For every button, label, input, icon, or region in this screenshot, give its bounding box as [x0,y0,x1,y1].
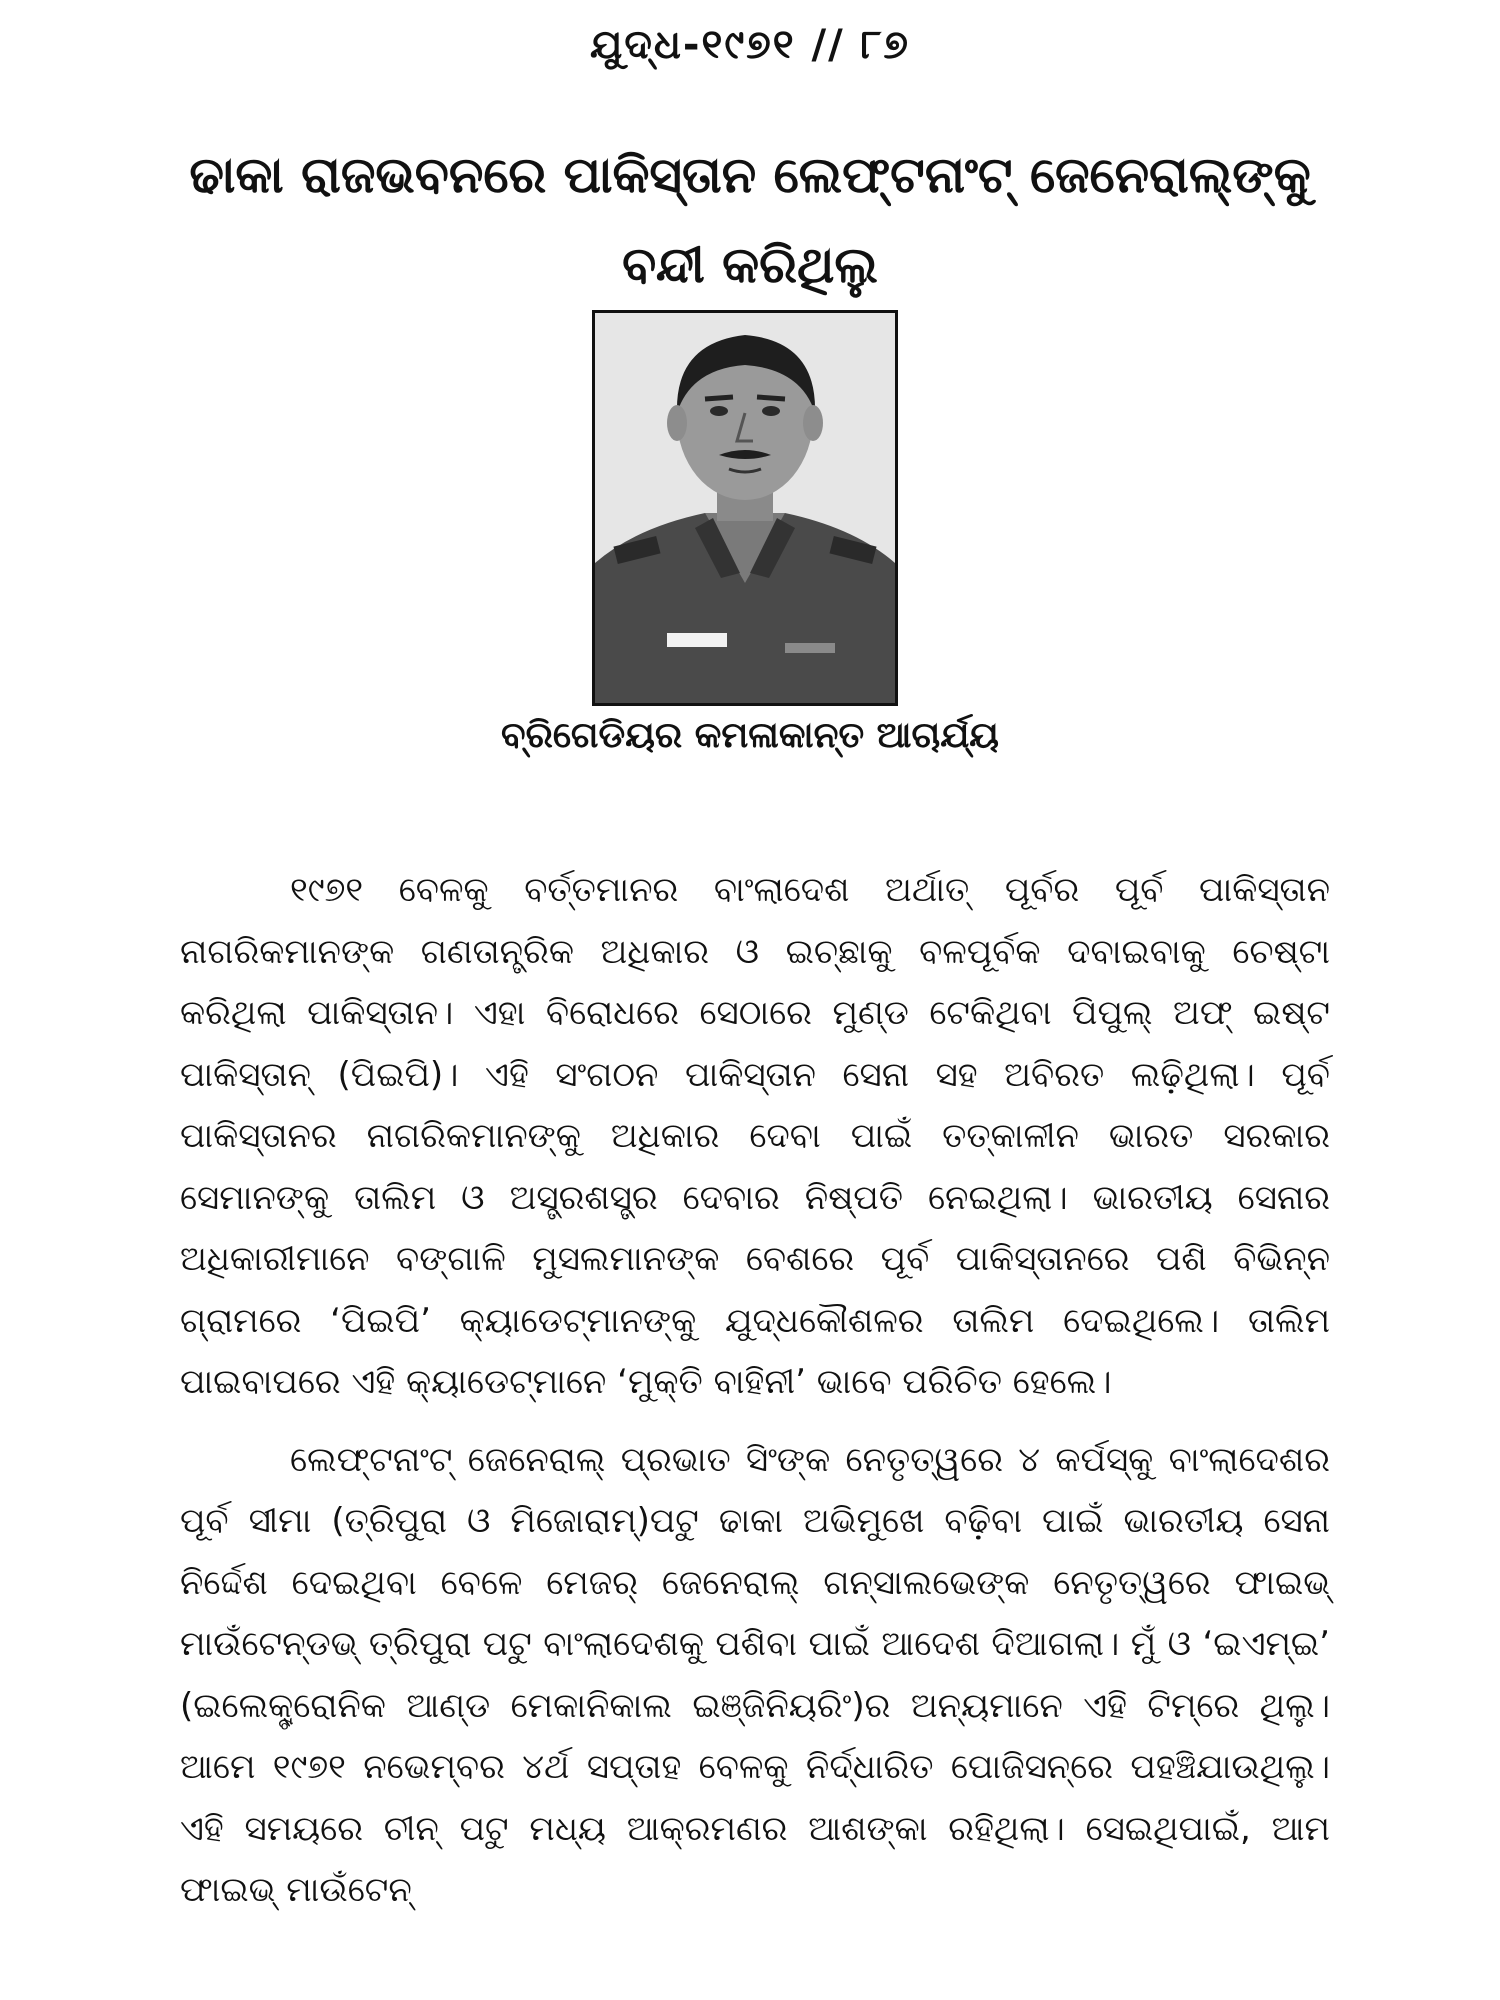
title-line-1: ଢାକା ରାଜଭବନରେ ପାକିସ୍ତାନ ଲେଫ୍ଟନାଂଟ୍ ଜେନେରାଲ୍‌ଙ୍କୁ [189,146,1311,204]
paragraph: ୧୯୭୧ ବେଳକୁ ବର୍ତ୍ତମାନର ବାଂଲାଦେଶ ଅର୍ଥାତ୍ ପୂର୍ବର ପୂର୍ବ ପାକିସ୍ତାନ ନାଗରିକମାନଙ୍କ ଗଣତାନ୍ତ୍ରିକ ଅଧିକାର ଓ ଇଚ୍ଛାକୁ ବଳପୂର୍ବକ ଦବାଇବାକୁ ଚେଷ୍ଟା କରିଥିଲା ପାକିସ୍ତାନ। ଏହା ବିରୋଧରେ ସେଠାରେ ମୁଣ୍ଡ ଟେକିଥିବା ପିପୁଲ୍ ଅଫ୍ ଇଷ୍ଟ ପାକିସ୍ତାନ୍ (ପିଇପି)। ଏହି ସଂଗଠନ ପାକିସ୍ତାନ ସେନା ସହ ଅବିରତ ଲଢ଼ିଥିଲା। ପୂର୍ବ ପାକିସ୍ତାନର ନାଗରିକମାନଙ୍କୁ ଅଧିକାର ଦେବା ପାଇଁ ତତ୍କାଳୀନ ଭାରତ ସରକାର ସେମାନଙ୍କୁ ତାଲିମ ଓ ଅସ୍ତ୍ରଶସ୍ତ୍ର ଦେବାର ନିଷ୍ପତି ନେଇଥିଲା। ଭାରତୀୟ ସେନାର ଅଧିକାରୀମାନେ ବଙ୍ଗାଳି ମୁସଲମାନଙ୍କ ବେଶରେ ପୂର୍ବ ପାକିସ୍ତାନରେ ପଶି ବିଭିନ୍ନ ଗ୍ରାମରେ ‘ପିଇପି’ କ୍ୟାଡେଟ୍‌ମାନଙ୍କୁ ଯୁଦ୍ଧକୌଶଳର ତାଲିମ ଦେଇଥିଲେ। ତାଲିମ ପାଇବାପରେ ଏହି କ୍ୟାଡେଟ୍‌ମାନେ ‘ମୁକ୍ତି ବାହିନୀ’ ଭାବେ ପରିଚିତ ହେଲେ। [180,870,1330,1402]
photo-caption: ବ୍ରିଗେଡିୟର କମଳାକାନ୍ତ ଆଚାର୍ଯ୍ୟ [501,715,999,756]
portrait-photo [592,310,898,706]
paragraph: ଲେଫ୍ଟନାଂଟ୍ ଜେନେରାଲ୍ ପ୍ରଭାତ ସିଂଙ୍କ ନେତୃତ୍ୱରେ ୪ କର୍ପସ୍‌କୁ ବାଂଲାଦେଶର ପୂର୍ବ ସୀମା (ତ୍ରିପୁରା ଓ ମିଜୋରାମ୍)ପଟୁ ଢାକା ଅଭିମୁଖେ ବଢ଼ିବା ପାଇଁ ଭାରତୀୟ ସେନା ନିର୍ଦ୍ଦେଶ ଦେଇଥିବା ବେଳେ ମେଜର୍ ଜେନେରାଲ୍ ଗନ୍‌ସାଲଭେଙ୍କ ନେତୃତ୍ୱରେ ଫାଇଭ୍ ମାଉଁଟେନ୍‌ଡଭ୍ ତ୍ରିପୁରା ପଟୁ ବାଂଲାଦେଶକୁ ପଶିବା ପାଇଁ ଆଦେଶ ଦିଆଗଲା। ମୁଁ ଓ ‘ଇଏମ୍‌ଇ’ (ଇଲେକ୍ଟ୍ରୋନିକ ଆଣ୍ଡ ମେକାନିକାଲ ଇଞ୍ଜିନିୟରିଂ)ର ଅନ୍ୟମାନେ ଏହି ଟିମ୍‌ରେ ଥିଲୁ। ଆମେ ୧୯୭୧ ନଭେମ୍ବର ୪ର୍ଥ ସପ୍ତାହ ବେଳକୁ ନିର୍ଦ୍ଧାରିତ ପୋଜିସନ୍‌ରେ ପହଞ୍ଚିଯାଉଥିଲୁ। ଏହି ସମୟରେ ଚୀନ୍ ପଟୁ ମଧ୍ୟ ଆକ୍ରମଣର ଆଶଙ୍କା ରହିଥିଲା। ସେଇଥିପାଇଁ, ଆମ ଫାଇଭ୍ ମାଉଁଟେନ୍ [180,1439,1330,1910]
portrait-illustration [595,313,895,703]
article-body [180,860,1330,1938]
page-header: ଯୁଦ୍ଧ-୧୯୭୧ // ୮୭ [590,22,910,68]
article-title [120,130,1380,310]
title-line-2: ବନ୍ଦୀ କରିଥିଲୁ [622,236,878,294]
